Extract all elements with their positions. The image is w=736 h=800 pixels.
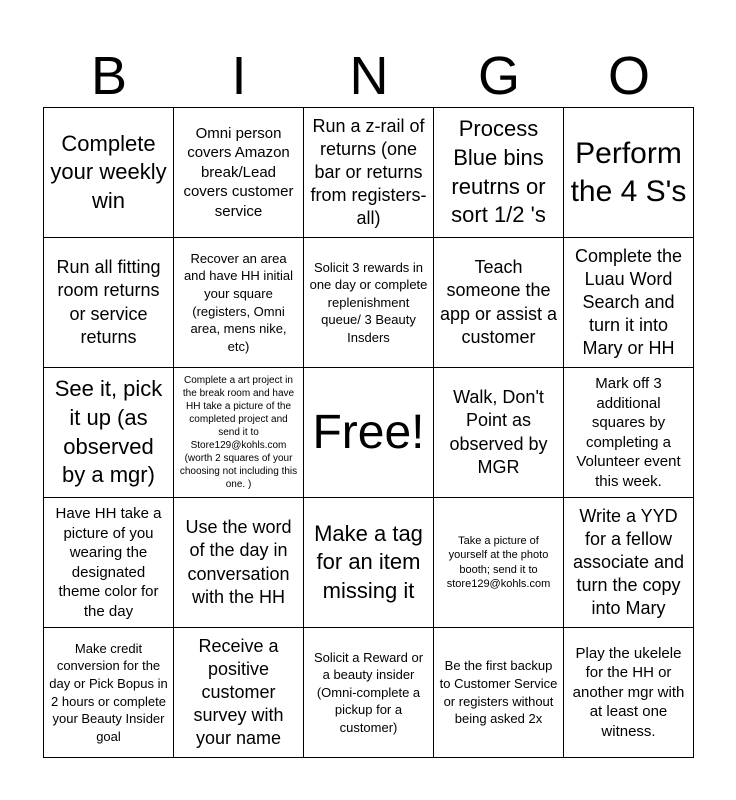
bingo-square[interactable] bbox=[434, 628, 564, 758]
header-letter-o: O bbox=[607, 46, 650, 106]
bingo-square[interactable] bbox=[174, 238, 304, 368]
square-text: Omni person covers Amazon break/Lead covers customer service bbox=[183, 124, 294, 220]
bingo-square[interactable] bbox=[434, 498, 564, 628]
bingo-square[interactable] bbox=[174, 368, 304, 498]
square-text: Teach someone the app or assist a customer bbox=[439, 257, 558, 347]
bingo-square[interactable] bbox=[304, 108, 434, 238]
bingo-square[interactable] bbox=[44, 498, 174, 628]
bingo-square[interactable] bbox=[434, 368, 564, 498]
bingo-square[interactable] bbox=[174, 628, 304, 758]
square-text: Complete the Luau Word Search and turn it into Mary or HH bbox=[574, 245, 683, 359]
square-text: Make credit conversion for the day or Pick Bopus in 2 hours or complete your Beauty Insider goal bbox=[49, 640, 168, 744]
bingo-square[interactable] bbox=[564, 238, 694, 368]
square-text: Receive a positive customer survey with your name bbox=[193, 635, 284, 749]
square-text: Run a z-rail of returns (one bar or returns from registers-all) bbox=[310, 115, 427, 229]
square-text: Complete your weekly win bbox=[50, 130, 167, 213]
square-text: Be the first backup to Customer Service or registers without being asked 2x bbox=[439, 658, 558, 727]
bingo-square[interactable] bbox=[304, 628, 434, 758]
square-text: Take a picture of yourself at the photo booth; send it to store129@kohls.com bbox=[446, 534, 551, 590]
square-text: Process Blue bins reutrns or sort 1/2 's bbox=[451, 116, 546, 228]
bingo-square[interactable] bbox=[434, 238, 564, 368]
bingo-square[interactable] bbox=[304, 238, 434, 368]
bingo-square[interactable] bbox=[44, 628, 174, 758]
square-text: Play the ukelele for the HH or another mgr with at least one witness. bbox=[572, 644, 685, 740]
bingo-square[interactable] bbox=[44, 238, 174, 368]
bingo-square[interactable] bbox=[564, 368, 694, 498]
square-text: Mark off 3 additional squares by completing a Volunteer event this week. bbox=[576, 375, 681, 490]
square-text: Solicit a Reward or a beauty insider (Omni-complete a pickup for a customer) bbox=[313, 649, 424, 735]
square-text: Make a tag for an item missing it bbox=[314, 520, 423, 603]
free-square-text: Free! bbox=[312, 405, 425, 459]
square-text: See it, pick it up (as observed by a mgr) bbox=[54, 376, 163, 488]
square-text: Run all fitting room returns or service returns bbox=[56, 257, 161, 347]
bingo-square[interactable] bbox=[564, 498, 694, 628]
bingo-board bbox=[43, 107, 694, 758]
header-letter-b: B bbox=[90, 46, 128, 106]
square-text: Recover an area and have HH initial your square (registers, Omni area, mens nike, etc) bbox=[183, 250, 294, 354]
header-letter-i: I bbox=[231, 46, 247, 106]
bingo-header bbox=[44, 44, 694, 108]
bingo-square[interactable] bbox=[564, 108, 694, 238]
bingo-square[interactable] bbox=[304, 498, 434, 628]
square-text: Use the word of the day in conversation with the HH bbox=[185, 517, 292, 607]
bingo-square[interactable] bbox=[564, 628, 694, 758]
bingo-square[interactable] bbox=[174, 498, 304, 628]
header-letter-n: N bbox=[349, 46, 389, 106]
free-square[interactable] bbox=[304, 368, 434, 498]
square-text: Solicit 3 rewards in one day or complete replenishment queue/ 3 Beauty Insders bbox=[309, 259, 428, 345]
square-text: Have HH take a picture of you wearing the designated theme color for the day bbox=[55, 505, 162, 620]
header-letter-g: G bbox=[477, 46, 520, 106]
bingo-square[interactable] bbox=[174, 108, 304, 238]
bingo-square[interactable] bbox=[434, 108, 564, 238]
square-text: Walk, Don't Point as observed by MGR bbox=[449, 387, 548, 477]
bingo-square[interactable] bbox=[44, 368, 174, 498]
square-text: Write a YYD for a fellow associate and turn the copy into Mary bbox=[572, 505, 685, 619]
square-text: Perform the 4 S's bbox=[570, 137, 687, 208]
square-text: Complete a art project in the break room and have HH take a picture of the completed project and send it to Store129@kohls.com (worth 2 squares of your choosing not including this one. ) bbox=[179, 375, 298, 490]
bingo-square[interactable] bbox=[44, 108, 174, 238]
